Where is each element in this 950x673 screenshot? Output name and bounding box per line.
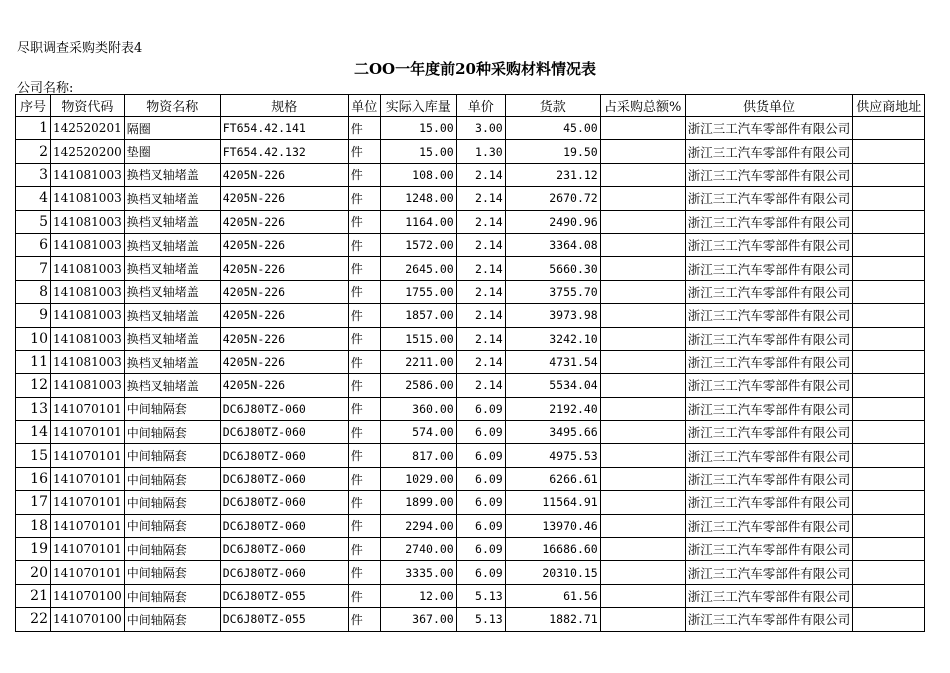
cell-amount: 20310.15 [505, 561, 600, 584]
col-header-unit: 单位 [348, 95, 380, 117]
cell-unit-price: 6.09 [456, 467, 505, 490]
cell-spec: DC6J80TZ-060 [220, 514, 348, 537]
cell-percent [600, 350, 685, 373]
cell-quantity: 2740.00 [380, 538, 456, 561]
cell-percent [600, 514, 685, 537]
cell-unit-price: 6.09 [456, 421, 505, 444]
cell-material-code: 141081003 [51, 350, 125, 373]
table-row [16, 233, 925, 256]
cell-address [853, 210, 925, 233]
col-header-price: 单价 [456, 95, 505, 117]
cell-unit-price: 5.13 [456, 584, 505, 607]
cell-index: 5 [16, 210, 51, 233]
cell-unit-price: 2.14 [456, 210, 505, 233]
cell-supplier: 浙江三工汽车零部件有限公司 [685, 397, 853, 420]
table-row [16, 444, 925, 467]
cell-material-name: 换档叉轴堵盖 [124, 210, 220, 233]
table-row [16, 467, 925, 490]
cell-percent [600, 327, 685, 350]
cell-quantity: 12.00 [380, 584, 456, 607]
cell-address [853, 491, 925, 514]
cell-supplier: 浙江三工汽车零部件有限公司 [685, 257, 853, 280]
col-header-amount: 货款 [505, 95, 600, 117]
cell-amount: 4731.54 [505, 350, 600, 373]
col-header-quantity: 实际入库量 [380, 95, 456, 117]
cell-unit-price: 5.13 [456, 608, 505, 631]
cell-material-name: 换档叉轴堵盖 [124, 327, 220, 350]
cell-spec: DC6J80TZ-060 [220, 467, 348, 490]
cell-supplier: 浙江三工汽车零部件有限公司 [685, 187, 853, 210]
cell-quantity: 1755.00 [380, 280, 456, 303]
cell-address [853, 444, 925, 467]
table-row [16, 397, 925, 420]
cell-amount: 4975.53 [505, 444, 600, 467]
cell-unit: 件 [348, 140, 380, 163]
cell-material-name: 中间轴隔套 [124, 397, 220, 420]
cell-unit: 件 [348, 327, 380, 350]
cell-material-name: 中间轴隔套 [124, 608, 220, 631]
table-row [16, 257, 925, 280]
cell-material-name: 换档叉轴堵盖 [124, 304, 220, 327]
cell-material-code: 141070101 [51, 514, 125, 537]
cell-amount: 6266.61 [505, 467, 600, 490]
cell-supplier: 浙江三工汽车零部件有限公司 [685, 491, 853, 514]
cell-percent [600, 117, 685, 140]
cell-material-code: 141081003 [51, 327, 125, 350]
cell-percent [600, 421, 685, 444]
cell-unit: 件 [348, 374, 380, 397]
cell-percent [600, 584, 685, 607]
cell-material-name: 换档叉轴堵盖 [124, 163, 220, 186]
cell-supplier: 浙江三工汽车零部件有限公司 [685, 444, 853, 467]
cell-address [853, 163, 925, 186]
cell-spec: DC6J80TZ-060 [220, 444, 348, 467]
cell-unit-price: 2.14 [456, 374, 505, 397]
cell-unit: 件 [348, 584, 380, 607]
cell-material-name: 换档叉轴堵盖 [124, 374, 220, 397]
cell-spec: 4205N-226 [220, 350, 348, 373]
cell-quantity: 1857.00 [380, 304, 456, 327]
cell-amount: 3495.66 [505, 421, 600, 444]
cell-quantity: 1164.00 [380, 210, 456, 233]
table-row [16, 350, 925, 373]
cell-unit-price: 2.14 [456, 233, 505, 256]
cell-amount: 3755.70 [505, 280, 600, 303]
cell-address [853, 374, 925, 397]
table-row [16, 561, 925, 584]
cell-percent [600, 187, 685, 210]
cell-quantity: 15.00 [380, 117, 456, 140]
cell-unit: 件 [348, 233, 380, 256]
cell-spec: FT654.42.141 [220, 117, 348, 140]
cell-unit-price: 2.14 [456, 327, 505, 350]
cell-quantity: 1572.00 [380, 233, 456, 256]
cell-quantity: 1899.00 [380, 491, 456, 514]
cell-material-code: 141081003 [51, 163, 125, 186]
cell-index: 1 [16, 117, 51, 140]
cell-supplier: 浙江三工汽车零部件有限公司 [685, 304, 853, 327]
cell-material-code: 141070101 [51, 421, 125, 444]
cell-unit: 件 [348, 117, 380, 140]
cell-unit-price: 6.09 [456, 514, 505, 537]
cell-supplier: 浙江三工汽车零部件有限公司 [685, 140, 853, 163]
cell-percent [600, 163, 685, 186]
cell-supplier: 浙江三工汽车零部件有限公司 [685, 210, 853, 233]
cell-unit-price: 3.00 [456, 117, 505, 140]
cell-unit: 件 [348, 538, 380, 561]
cell-quantity: 108.00 [380, 163, 456, 186]
cell-quantity: 574.00 [380, 421, 456, 444]
cell-material-name: 换档叉轴堵盖 [124, 280, 220, 303]
cell-unit: 件 [348, 350, 380, 373]
cell-index: 9 [16, 304, 51, 327]
page-title: 二OO一年度前20种采购材料情况表 [353, 60, 596, 78]
cell-material-code: 141081003 [51, 280, 125, 303]
cell-material-name: 中间轴隔套 [124, 514, 220, 537]
cell-quantity: 2645.00 [380, 257, 456, 280]
cell-unit: 件 [348, 257, 380, 280]
cell-material-name: 中间轴隔套 [124, 467, 220, 490]
cell-spec: FT654.42.132 [220, 140, 348, 163]
cell-unit: 件 [348, 491, 380, 514]
cell-material-code: 141070101 [51, 467, 125, 490]
table-row [16, 304, 925, 327]
cell-amount: 3242.10 [505, 327, 600, 350]
cell-address [853, 233, 925, 256]
cell-material-name: 中间轴隔套 [124, 421, 220, 444]
cell-spec: DC6J80TZ-060 [220, 421, 348, 444]
cell-index: 22 [16, 608, 51, 631]
cell-index: 10 [16, 327, 51, 350]
cell-supplier: 浙江三工汽车零部件有限公司 [685, 467, 853, 490]
cell-material-code: 141081003 [51, 233, 125, 256]
cell-amount: 2490.96 [505, 210, 600, 233]
cell-address [853, 397, 925, 420]
cell-material-name: 换档叉轴堵盖 [124, 187, 220, 210]
cell-unit-price: 1.30 [456, 140, 505, 163]
cell-supplier: 浙江三工汽车零部件有限公司 [685, 584, 853, 607]
cell-index: 18 [16, 514, 51, 537]
cell-material-code: 141070100 [51, 608, 125, 631]
cell-unit-price: 2.14 [456, 163, 505, 186]
cell-percent [600, 210, 685, 233]
table-row [16, 327, 925, 350]
cell-amount: 11564.91 [505, 491, 600, 514]
cell-spec: 4205N-226 [220, 187, 348, 210]
cell-material-name: 换档叉轴堵盖 [124, 350, 220, 373]
cell-quantity: 2586.00 [380, 374, 456, 397]
table-row [16, 210, 925, 233]
cell-percent [600, 140, 685, 163]
cell-supplier: 浙江三工汽车零部件有限公司 [685, 117, 853, 140]
cell-percent [600, 561, 685, 584]
cell-index: 7 [16, 257, 51, 280]
cell-index: 4 [16, 187, 51, 210]
cell-amount: 1882.71 [505, 608, 600, 631]
cell-spec: 4205N-226 [220, 374, 348, 397]
cell-quantity: 2294.00 [380, 514, 456, 537]
cell-percent [600, 467, 685, 490]
cell-spec: DC6J80TZ-055 [220, 584, 348, 607]
cell-unit-price: 2.14 [456, 280, 505, 303]
cell-material-code: 141081003 [51, 374, 125, 397]
cell-address [853, 467, 925, 490]
cell-amount: 61.56 [505, 584, 600, 607]
cell-percent [600, 608, 685, 631]
cell-quantity: 3335.00 [380, 561, 456, 584]
cell-address [853, 117, 925, 140]
table-row [16, 140, 925, 163]
cell-material-code: 141081003 [51, 187, 125, 210]
cell-unit: 件 [348, 444, 380, 467]
cell-unit-price: 6.09 [456, 444, 505, 467]
cell-supplier: 浙江三工汽车零部件有限公司 [685, 608, 853, 631]
cell-material-code: 141081003 [51, 257, 125, 280]
cell-quantity: 1515.00 [380, 327, 456, 350]
cell-amount: 16686.60 [505, 538, 600, 561]
cell-unit-price: 6.09 [456, 561, 505, 584]
cell-index: 15 [16, 444, 51, 467]
cell-material-code: 142520200 [51, 140, 125, 163]
cell-unit: 件 [348, 304, 380, 327]
cell-amount: 3364.08 [505, 233, 600, 256]
cell-quantity: 1029.00 [380, 467, 456, 490]
company-name-label: 公司名称: [17, 81, 74, 96]
table-row [16, 421, 925, 444]
cell-unit-price: 6.09 [456, 538, 505, 561]
cell-unit: 件 [348, 163, 380, 186]
cell-unit: 件 [348, 608, 380, 631]
cell-unit-price: 2.14 [456, 304, 505, 327]
table-row [16, 584, 925, 607]
cell-amount: 19.50 [505, 140, 600, 163]
col-header-percent: 占采购总额% [600, 95, 685, 117]
cell-supplier: 浙江三工汽车零部件有限公司 [685, 561, 853, 584]
cell-spec: 4205N-226 [220, 304, 348, 327]
cell-index: 3 [16, 163, 51, 186]
cell-percent [600, 374, 685, 397]
cell-supplier: 浙江三工汽车零部件有限公司 [685, 421, 853, 444]
cell-unit: 件 [348, 210, 380, 233]
table-row [16, 280, 925, 303]
cell-percent [600, 233, 685, 256]
cell-percent [600, 280, 685, 303]
col-header-index: 序号 [16, 95, 51, 117]
col-header-address: 供应商地址 [853, 95, 925, 117]
cell-amount: 45.00 [505, 117, 600, 140]
table-row [16, 374, 925, 397]
col-header-name: 物资名称 [124, 95, 220, 117]
cell-material-code: 141070101 [51, 561, 125, 584]
cell-material-name: 中间轴隔套 [124, 444, 220, 467]
cell-unit-price: 6.09 [456, 397, 505, 420]
cell-supplier: 浙江三工汽车零部件有限公司 [685, 374, 853, 397]
cell-address [853, 350, 925, 373]
cell-unit: 件 [348, 421, 380, 444]
cell-unit-price: 2.14 [456, 187, 505, 210]
cell-index: 17 [16, 491, 51, 514]
table-body [16, 117, 925, 632]
cell-spec: DC6J80TZ-055 [220, 608, 348, 631]
table-row [16, 163, 925, 186]
cell-index: 6 [16, 233, 51, 256]
col-header-spec: 规格 [220, 95, 348, 117]
cell-quantity: 817.00 [380, 444, 456, 467]
cell-spec: 4205N-226 [220, 163, 348, 186]
cell-unit: 件 [348, 467, 380, 490]
cell-index: 2 [16, 140, 51, 163]
cell-percent [600, 538, 685, 561]
cell-amount: 5534.04 [505, 374, 600, 397]
cell-index: 11 [16, 350, 51, 373]
cell-index: 8 [16, 280, 51, 303]
cell-address [853, 538, 925, 561]
cell-material-code: 142520201 [51, 117, 125, 140]
cell-percent [600, 444, 685, 467]
cell-material-name: 中间轴隔套 [124, 538, 220, 561]
cell-amount: 231.12 [505, 163, 600, 186]
cell-spec: 4205N-226 [220, 257, 348, 280]
col-header-supplier: 供货单位 [685, 95, 853, 117]
cell-quantity: 360.00 [380, 397, 456, 420]
cell-spec: DC6J80TZ-060 [220, 538, 348, 561]
cell-supplier: 浙江三工汽车零部件有限公司 [685, 350, 853, 373]
cell-spec: DC6J80TZ-060 [220, 491, 348, 514]
cell-spec: 4205N-226 [220, 327, 348, 350]
cell-amount: 5660.30 [505, 257, 600, 280]
cell-percent [600, 491, 685, 514]
cell-amount: 2192.40 [505, 397, 600, 420]
cell-quantity: 1248.00 [380, 187, 456, 210]
cell-material-code: 141081003 [51, 304, 125, 327]
cell-unit: 件 [348, 561, 380, 584]
col-header-code: 物资代码 [51, 95, 125, 117]
cell-material-code: 141070100 [51, 584, 125, 607]
cell-address [853, 257, 925, 280]
cell-material-name: 换档叉轴堵盖 [124, 257, 220, 280]
cell-address [853, 140, 925, 163]
cell-address [853, 280, 925, 303]
table-row [16, 514, 925, 537]
cell-material-code: 141070101 [51, 397, 125, 420]
table-row [16, 187, 925, 210]
cell-percent [600, 304, 685, 327]
cell-amount: 2670.72 [505, 187, 600, 210]
cell-material-name: 隔圈 [124, 117, 220, 140]
cell-index: 19 [16, 538, 51, 561]
table-row [16, 117, 925, 140]
cell-quantity: 2211.00 [380, 350, 456, 373]
cell-supplier: 浙江三工汽车零部件有限公司 [685, 163, 853, 186]
cell-material-name: 垫圈 [124, 140, 220, 163]
cell-index: 14 [16, 421, 51, 444]
cell-unit: 件 [348, 280, 380, 303]
cell-index: 12 [16, 374, 51, 397]
cell-supplier: 浙江三工汽车零部件有限公司 [685, 280, 853, 303]
cell-address [853, 514, 925, 537]
cell-unit-price: 2.14 [456, 350, 505, 373]
cell-address [853, 561, 925, 584]
cell-amount: 13970.46 [505, 514, 600, 537]
cell-spec: 4205N-226 [220, 280, 348, 303]
cell-supplier: 浙江三工汽车零部件有限公司 [685, 538, 853, 561]
cell-spec: DC6J80TZ-060 [220, 561, 348, 584]
table-row [16, 608, 925, 631]
cell-address [853, 584, 925, 607]
cell-supplier: 浙江三工汽车零部件有限公司 [685, 233, 853, 256]
cell-unit-price: 6.09 [456, 491, 505, 514]
cell-spec: 4205N-226 [220, 233, 348, 256]
cell-unit: 件 [348, 187, 380, 210]
cell-address [853, 304, 925, 327]
cell-spec: 4205N-226 [220, 210, 348, 233]
cell-address [853, 327, 925, 350]
cell-address [853, 608, 925, 631]
cell-percent [600, 397, 685, 420]
cell-index: 13 [16, 397, 51, 420]
cell-material-code: 141081003 [51, 210, 125, 233]
cell-unit-price: 2.14 [456, 257, 505, 280]
cell-quantity: 367.00 [380, 608, 456, 631]
cell-material-code: 141070101 [51, 538, 125, 561]
cell-material-code: 141070101 [51, 491, 125, 514]
cell-quantity: 15.00 [380, 140, 456, 163]
cell-material-name: 中间轴隔套 [124, 584, 220, 607]
cell-address [853, 187, 925, 210]
cell-supplier: 浙江三工汽车零部件有限公司 [685, 514, 853, 537]
procurement-table [15, 94, 925, 632]
cell-material-name: 换档叉轴堵盖 [124, 233, 220, 256]
cell-index: 21 [16, 584, 51, 607]
cell-amount: 3973.98 [505, 304, 600, 327]
cell-index: 16 [16, 467, 51, 490]
cell-index: 20 [16, 561, 51, 584]
table-row [16, 491, 925, 514]
cell-supplier: 浙江三工汽车零部件有限公司 [685, 327, 853, 350]
cell-material-name: 中间轴隔套 [124, 491, 220, 514]
cell-unit: 件 [348, 397, 380, 420]
cell-material-code: 141070101 [51, 444, 125, 467]
cell-material-name: 中间轴隔套 [124, 561, 220, 584]
sheet-caption: 尽职调查采购类附表4 [17, 41, 143, 56]
cell-spec: DC6J80TZ-060 [220, 397, 348, 420]
cell-address [853, 421, 925, 444]
table-row [16, 538, 925, 561]
cell-unit: 件 [348, 514, 380, 537]
cell-percent [600, 257, 685, 280]
header-row [16, 95, 925, 117]
